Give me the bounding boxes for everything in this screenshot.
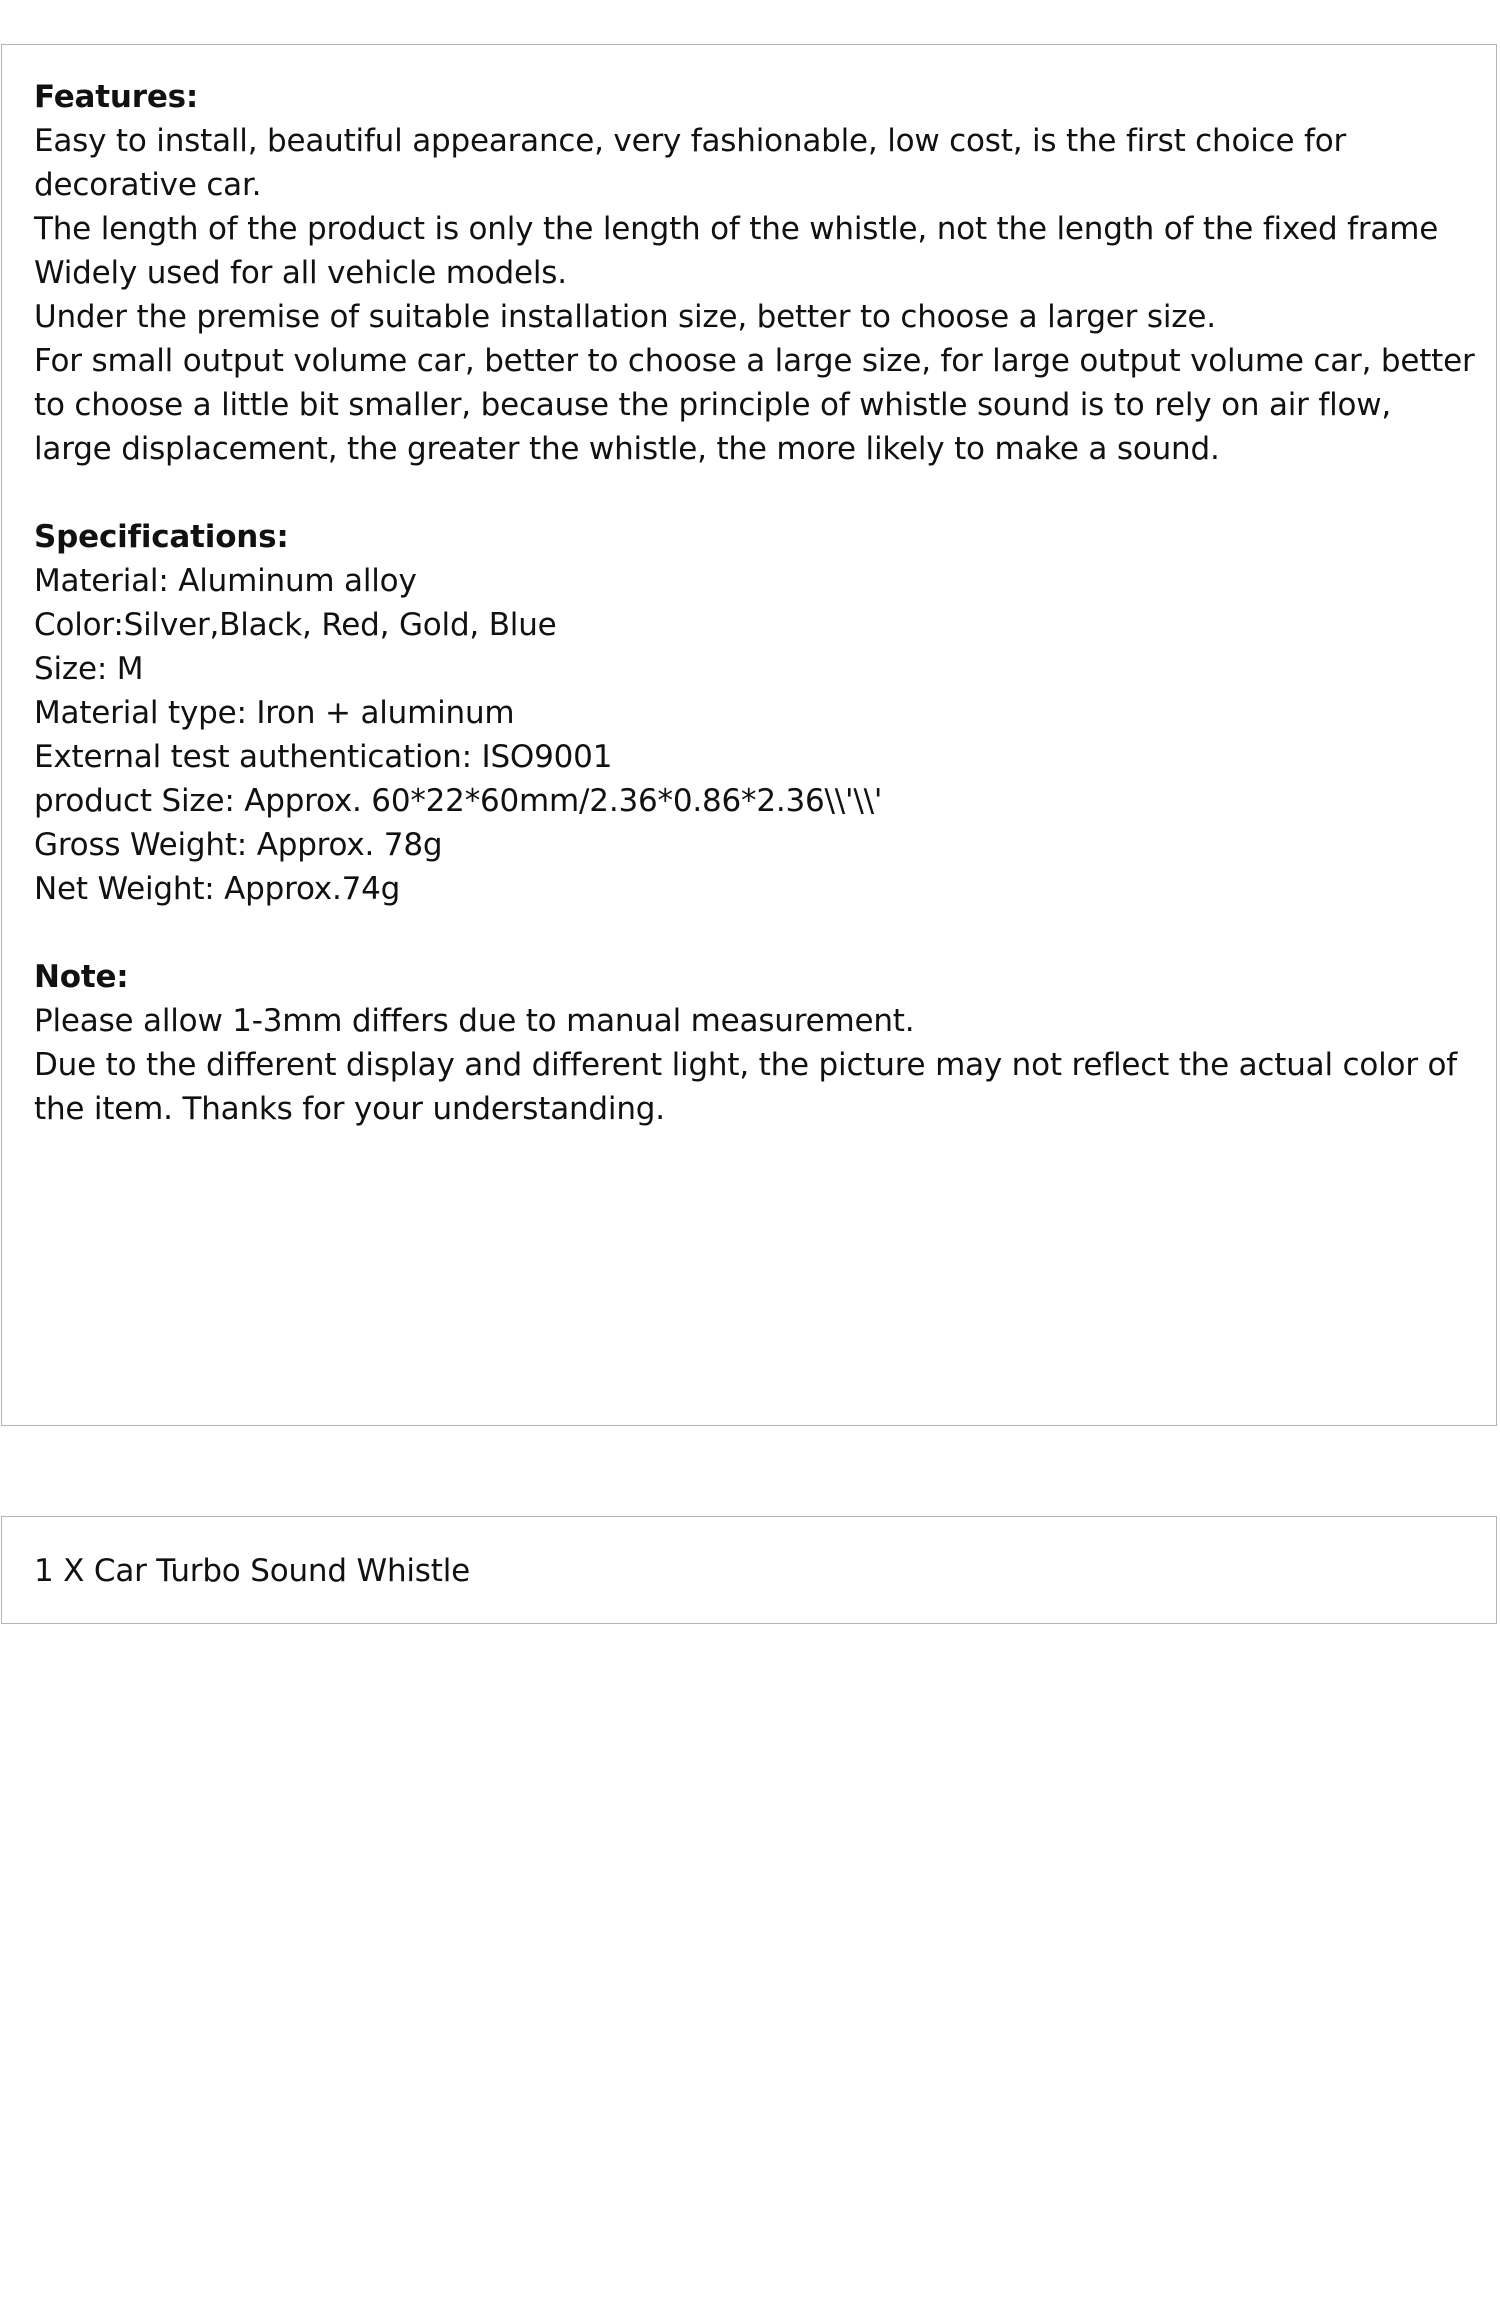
- features-line: The length of the product is only the length of the whistle, not the length of the fixed frame: [34, 211, 1439, 247]
- spec-line: Material: Aluminum alloy: [34, 563, 417, 599]
- spec-line: Gross Weight: Approx. 78g: [34, 827, 443, 863]
- note-line: Please allow 1-3mm differs due to manual measurement.: [34, 1003, 915, 1039]
- spec-line: External test authentication: ISO9001: [34, 739, 613, 775]
- spec-line: Net Weight: Approx.74g: [34, 871, 401, 907]
- features-line: to choose a little bit smaller, because the principle of whistle sound is to rely on air flow,: [34, 387, 1392, 423]
- note-line: the item. Thanks for your understanding.: [34, 1091, 665, 1127]
- features-line: decorative car.: [34, 167, 262, 203]
- package-contents-box: [1, 1516, 1497, 1624]
- specifications-heading: Specifications:: [34, 519, 289, 555]
- features-line: large displacement, the greater the whistle, the more likely to make a sound.: [34, 431, 1220, 467]
- spec-line: Material type: Iron + aluminum: [34, 695, 515, 731]
- features-line: Easy to install, beautiful appearance, very fashionable, low cost, is the first choice for: [34, 123, 1347, 159]
- product-description-box: [1, 44, 1497, 1426]
- section-spacer: [34, 911, 1464, 955]
- spec-line: product Size: Approx. 60*22*60mm/2.36*0.86*2.36\\'\\': [34, 783, 883, 819]
- features-line: Widely used for all vehicle models.: [34, 255, 567, 291]
- section-spacer: [34, 471, 1464, 515]
- spec-line: Size: M: [34, 651, 144, 687]
- spec-line: Color:Silver,Black, Red, Gold, Blue: [34, 607, 557, 643]
- package-item: 1 X Car Turbo Sound Whistle: [34, 1553, 471, 1589]
- features-heading: Features:: [34, 79, 199, 115]
- note-heading: Note:: [34, 959, 129, 995]
- note-line: Due to the different display and different light, the picture may not reflect the actual color of: [34, 1047, 1457, 1083]
- features-line: Under the premise of suitable installation size, better to choose a larger size.: [34, 299, 1216, 335]
- features-line: For small output volume car, better to choose a large size, for large output volume car, better: [34, 343, 1475, 379]
